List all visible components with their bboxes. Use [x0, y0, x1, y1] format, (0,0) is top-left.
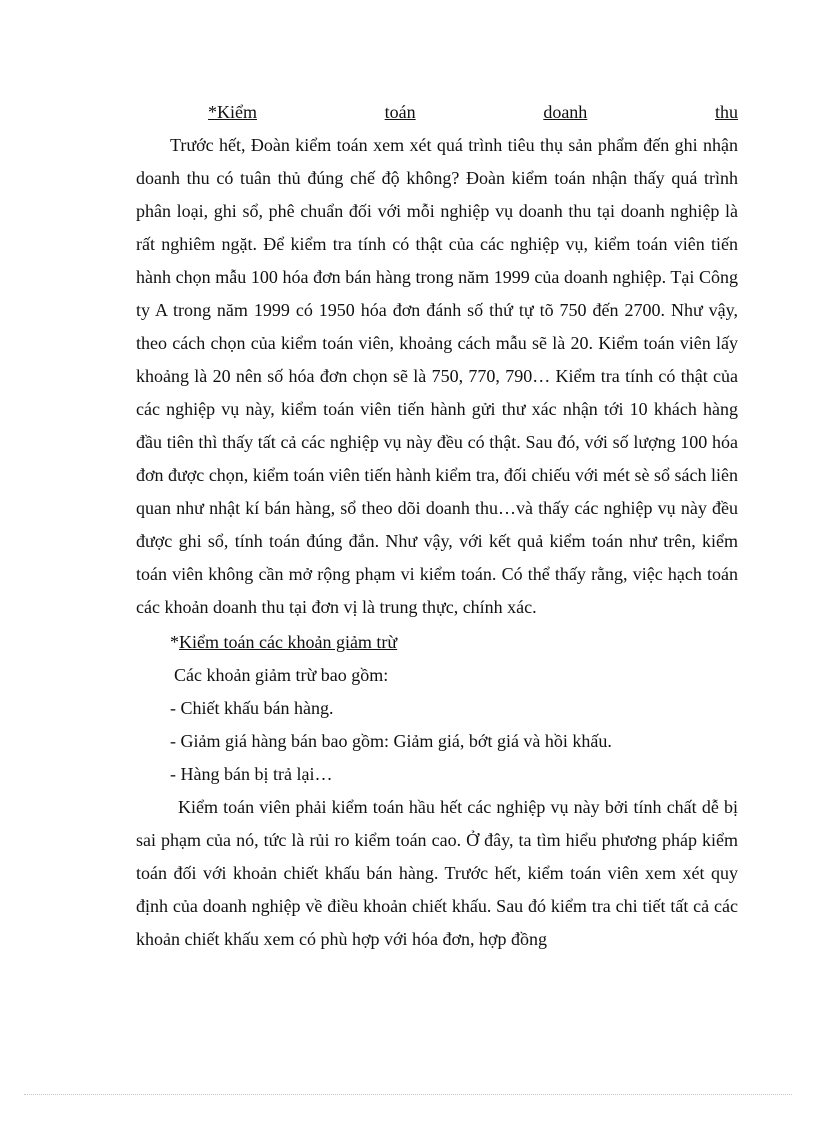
list-item: - Hàng bán bị trả lại…: [170, 764, 333, 784]
section-heading-deductions-audit: [136, 626, 738, 659]
list-item: - Chiết khấu bán hàng.: [170, 698, 334, 718]
page-content: [136, 96, 738, 956]
heading-word-1: [208, 96, 257, 129]
deductions-heading-text: Kiểm toán các khoản giảm trừ: [179, 632, 398, 652]
deductions-audit-paragraph: Kiểm toán viên phải kiểm toán hầu hết các nghiệp vụ này bởi tính chất dễ bị sai phạm của nó, tức là rủi ro kiểm toán cao. Ở đây, ta tìm hiểu phương pháp kiểm toán đối với khoản chiết khấu bán hàng. Trước hết, kiểm toán viên xem xét quy định của doanh nghiệp về điều khoản chiết khấu. Sau đó kiểm tra chi tiết tất cả các khoản chiết khấu xem có phù hợp với hóa đơn, hợp đồng: [136, 797, 738, 949]
list-item: - Giảm giá hàng bán bao gồm: Giảm giá, bớt giá và hồi khấu.: [170, 731, 612, 751]
page-bottom-divider: [24, 1094, 792, 1095]
revenue-audit-paragraph: Trước hết, Đoàn kiểm toán xem xét quá trình tiêu thụ sản phẩm đến ghi nhận doanh thu có tuân thủ đúng chế độ không? Đoàn kiểm toán nhận thấy quá trình phân loại, ghi sổ, phê chuẩn đối với mỗi nghiệp vụ doanh thu tại doanh nghiệp là rất nghiêm ngặt. Để kiểm tra tính có thật của các nghiệp vụ, kiểm toán viên tiến hành chọn mẫu 100 hóa đơn bán hàng trong năm 1999 của doanh nghiệp. Tại Công ty A trong năm 1999 có 1950 hóa đơn đánh số thứ tự tõ 750 đến 2700. Như vậy, theo cách chọn của kiểm toán viên, khoảng cách mẫu sẽ là 20. Kiểm toán viên lấy khoảng là 20 nên số hóa đơn chọn sẽ là 750, 770, 790… Kiểm tra tính có thật của các nghiệp vụ này, kiểm toán viên tiến hành gửi thư xác nhận tới 10 khách hàng đầu tiên thì thấy tất cả các nghiệp vụ này đều có thật. Sau đó, với số lượng 100 hóa đơn được chọn, kiểm toán viên tiến hành kiểm tra, đối chiếu với mét sè sổ sách liên quan như nhật kí bán hàng, sổ theo dõi doanh thu…và thấy các nghiệp vụ này đều được ghi sổ, tính toán đúng đắn. Như vậy, với kết quả kiểm toán như trên, kiểm toán viên không cần mở rộng phạm vi kiểm toán. Có thể thấy rằng, việc hạch toán các khoản doanh thu tại đơn vị là trung thực, chính xác.: [136, 135, 738, 617]
heading-word-3: doanh: [543, 102, 588, 122]
heading-word-2: toán: [384, 102, 416, 122]
heading-prefix: *: [208, 102, 217, 122]
heading-word-1-text: Kiểm: [217, 102, 257, 122]
section-heading-revenue-audit: [136, 96, 738, 129]
deductions-intro: Các khoản giảm trừ bao gồm:: [174, 665, 389, 685]
heading-word-4: thu: [714, 102, 738, 122]
deductions-heading-prefix: *: [170, 632, 179, 652]
